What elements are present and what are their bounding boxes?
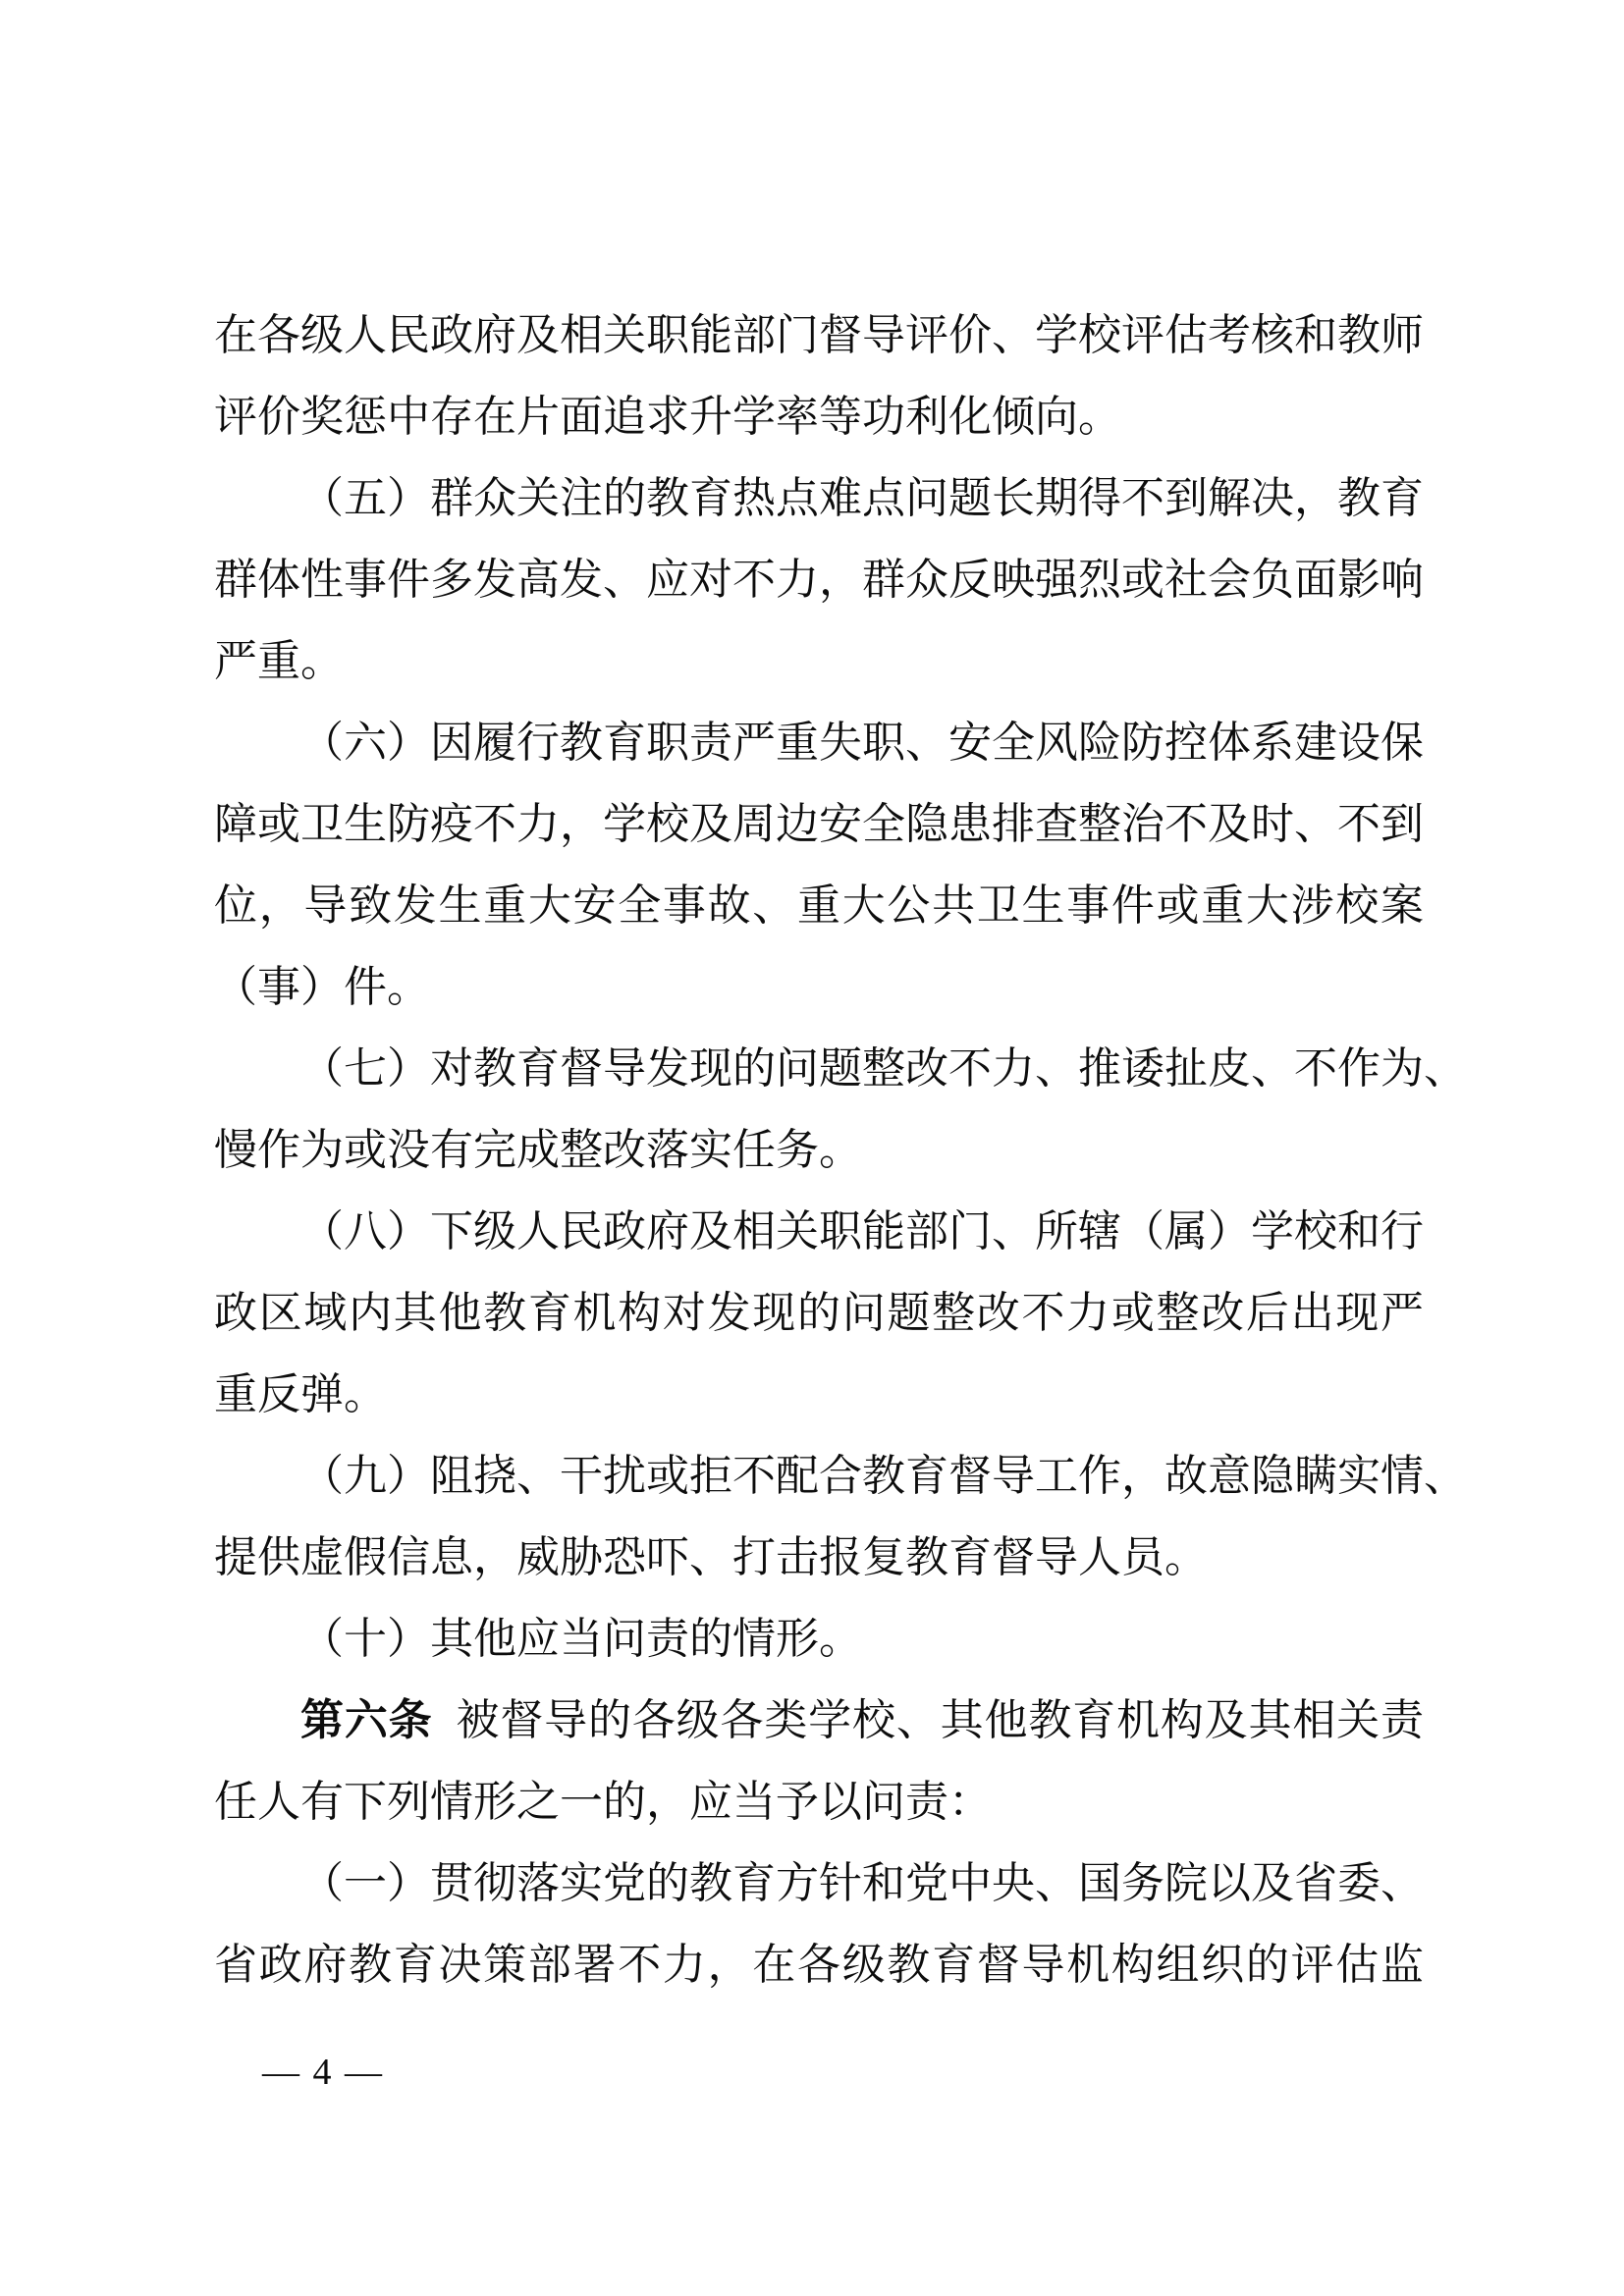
text-line: 评价奖惩中存在片面追求升学率等功利化倾向。: [214, 393, 1121, 441]
text-line: 提供虚假信息，威胁恐吓、打击报复教育督导人员。: [214, 1533, 1208, 1581]
text-line: （事）件。: [214, 963, 430, 1011]
text-line: 慢作为或没有完成整改落实任务。: [214, 1126, 862, 1174]
text-line: 障或卫生防疫不力，学校及周边安全隐患排查整治不及时、不到: [214, 800, 1424, 848]
text-line: （一）贯彻落实党的教育方针和党中央、国务院以及省委、: [300, 1859, 1424, 1907]
text-line: （八）下级人民政府及相关职能部门、所辖（属）学校和行: [300, 1207, 1424, 1255]
text-line: 群体性事件多发高发、应对不力，群众反映强烈或社会负面影响: [214, 556, 1424, 604]
text-line: 重反弹。: [214, 1370, 387, 1418]
article-heading-line: [214, 1680, 1424, 1761]
text-line: （五）群众关注的教育热点难点问题长期得不到解决，教育: [300, 474, 1424, 522]
article-number: 第六条: [300, 1696, 433, 1744]
article-heading-text: 被督导的各级各类学校、其他教育机构及其相关责: [456, 1696, 1424, 1744]
text-line: 政区域内其他教育机构对发现的问题整改不力或整改后出现严: [214, 1289, 1424, 1337]
text-line: 在各级人民政府及相关职能部门督导评价、学校评估考核和教师: [214, 311, 1424, 359]
text-line: 严重。: [214, 637, 344, 685]
text-line: 任人有下列情形之一的，应当予以问责：: [214, 1778, 992, 1826]
text-line: （七）对教育督导发现的问题整改不力、推诿扯皮、不作为、: [300, 1044, 1467, 1093]
text-line: （六）因履行教育职责严重失职、安全风险防控体系建设保: [300, 719, 1424, 767]
text-line: （九）阻挠、干扰或拒不配合教育督导工作，故意隐瞒实情、: [300, 1452, 1467, 1500]
text-line: 省政府教育决策部署不力，在各级教育督导机构组织的评估监: [214, 1941, 1424, 1989]
page-number: — 4 —: [262, 2052, 384, 2093]
text-line: （十）其他应当问责的情形。: [300, 1615, 862, 1663]
text-line: 位，导致发生重大安全事故、重大公共卫生事件或重大涉校案: [214, 881, 1424, 930]
